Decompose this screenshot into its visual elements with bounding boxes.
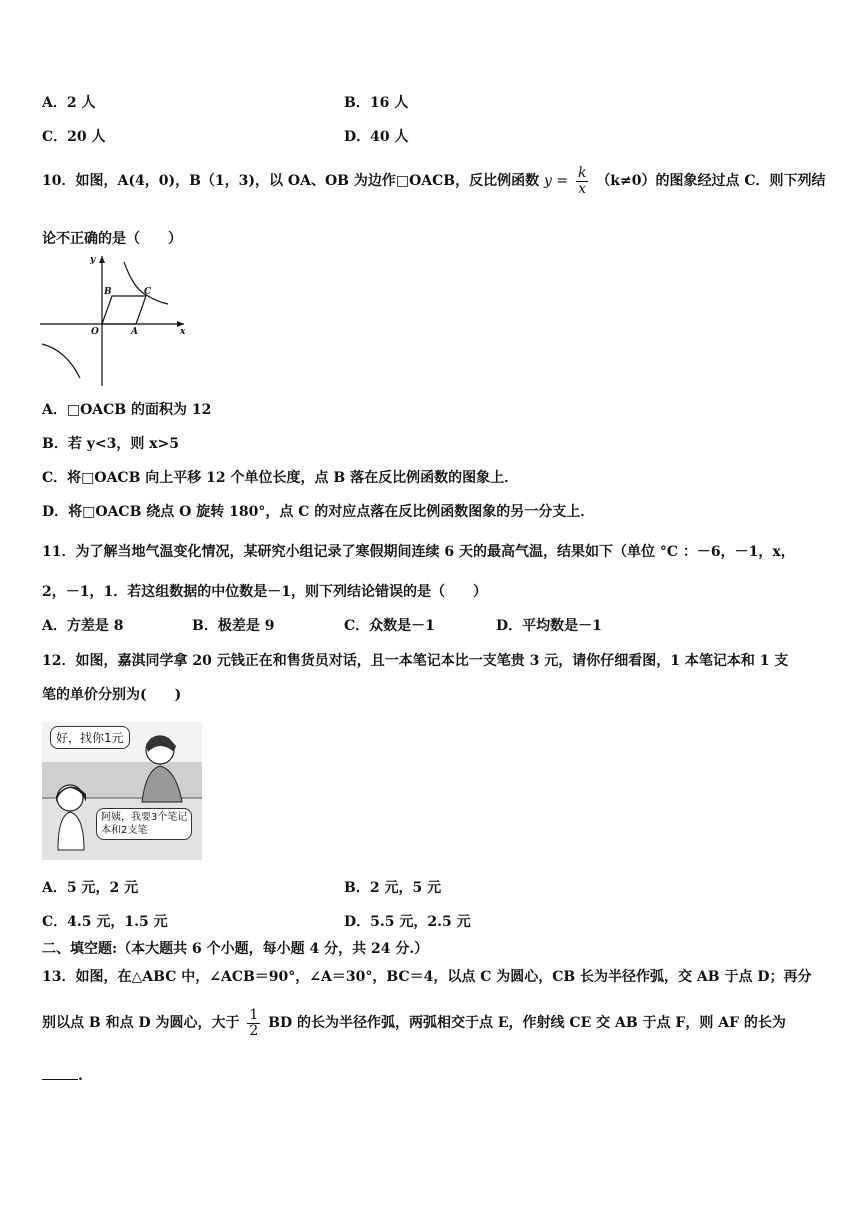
label-o: O xyxy=(91,327,99,337)
speech-bubble-clerk: 好，找你1元 xyxy=(50,726,130,749)
q10-option-c: C．将□OACB 向上平移 12 个单位长度，点 B 落在反比例函数的图象上． xyxy=(42,470,519,486)
y-axis-arrow xyxy=(99,256,105,263)
speech-bubble-student xyxy=(96,808,192,840)
label-b: B xyxy=(104,287,112,297)
label-x: x xyxy=(180,327,186,337)
q10-stem-line2: 论不正确的是（ ） xyxy=(42,231,182,247)
q12-stem-line2: 笔的单价分别为( ) xyxy=(42,687,182,703)
q9-option-d: D．40 人 xyxy=(344,129,409,145)
q12-option-d: D．5.5 元，2.5 元 xyxy=(344,914,471,930)
q13-stem-pre: 别以点 B 和点 D 为圆心，大于 xyxy=(42,1015,240,1032)
answer-blank[interactable] xyxy=(42,1079,78,1080)
q12-stem-line1: 12．如图，嘉淇同学拿 20 元钱正在和售货员对话，且一本笔记本比一支笔贵 3 元，请你仔细看图，1 本笔记本和 1 支 xyxy=(42,653,789,669)
q10-stem-post: （k≠0）的图象经过点 C．则下列结 xyxy=(596,173,826,190)
q11-stem-line2: 2，－1，1．若这组数据的中位数是－1，则下列结论错误的是（ ） xyxy=(42,584,487,600)
q12-option-a: A．5 元，2 元 xyxy=(42,880,139,896)
q13-stem-line1: 13．如图，在△ABC 中，∠ACB＝90°，∠A＝30°，BC＝4，以点 C 为圆心，CB 长为半径作弧，交 AB 于点 D；再分 xyxy=(42,969,812,985)
q11-option-b: B．极差是 9 xyxy=(192,618,275,634)
q13-fraction xyxy=(247,1008,260,1038)
q12-illustration xyxy=(42,722,202,860)
q13-stem-line2 xyxy=(42,1008,786,1038)
q13-frac-denominator: 2 xyxy=(249,1022,259,1039)
section-2-heading: 二、填空题:（本大题共 6 个小题，每小题 4 分，共 24 分.） xyxy=(42,941,429,957)
q10-frac-denominator: x xyxy=(578,180,587,197)
bubble-line-2: 本和2支笔 xyxy=(101,825,148,836)
q10-y-equals: y = xyxy=(543,173,569,190)
q10-stem-line1 xyxy=(42,166,826,196)
q11-option-d: D．平均数是－1 xyxy=(496,618,602,634)
q12-option-b: B．2 元，5 元 xyxy=(344,880,442,896)
q10-option-d: D．将□OACB 绕点 O 旋转 180°，点 C 的对应点落在反比例函数图象的另一分支上． xyxy=(42,504,595,520)
q10-frac-numerator: k xyxy=(577,165,587,181)
q11-option-c: C．众数是－1 xyxy=(344,618,435,634)
q10-stem-pre: 10．如图，A(4，0)，B（1，3)，以 OA、OB 为边作□OACB，反比例函数 xyxy=(42,173,540,190)
q9-option-c: C．20 人 xyxy=(42,129,106,145)
q10-figure xyxy=(38,250,188,390)
answer-period: . xyxy=(78,1068,83,1084)
q9-option-b: B．16 人 xyxy=(344,95,409,111)
label-y: y xyxy=(90,255,96,265)
q13-answer-line xyxy=(42,1068,83,1084)
parallelogram-oacb xyxy=(102,296,146,324)
bubble-line-1: 阿姨，我要3个笔记 xyxy=(101,812,188,823)
label-c: C xyxy=(144,287,152,297)
q10-fraction xyxy=(576,166,588,196)
q9-option-a: A．2 人 xyxy=(42,95,96,111)
label-a: A xyxy=(131,327,138,337)
q13-stem-post: BD 的长为半径作弧，两弧相交于点 E，作射线 CE 交 AB 于点 F，则 AF 的长为 xyxy=(268,1015,786,1032)
q11-stem-line1: 11．为了解当地气温变化情况，某研究小组记录了寒假期间连续 6 天的最高气温，结果如下（单位 °C ：－6，－1，x， xyxy=(42,544,795,560)
q12-option-c: C．4.5 元，1.5 元 xyxy=(42,914,168,930)
q11-option-a: A．方差是 8 xyxy=(42,618,124,634)
q10-option-b: B．若 y<3，则 x>5 xyxy=(42,436,180,452)
hyperbola-branch-3 xyxy=(42,344,80,378)
q10-option-a: A．□OACB 的面积为 12 xyxy=(42,402,212,418)
q13-frac-numerator: 1 xyxy=(249,1007,259,1023)
